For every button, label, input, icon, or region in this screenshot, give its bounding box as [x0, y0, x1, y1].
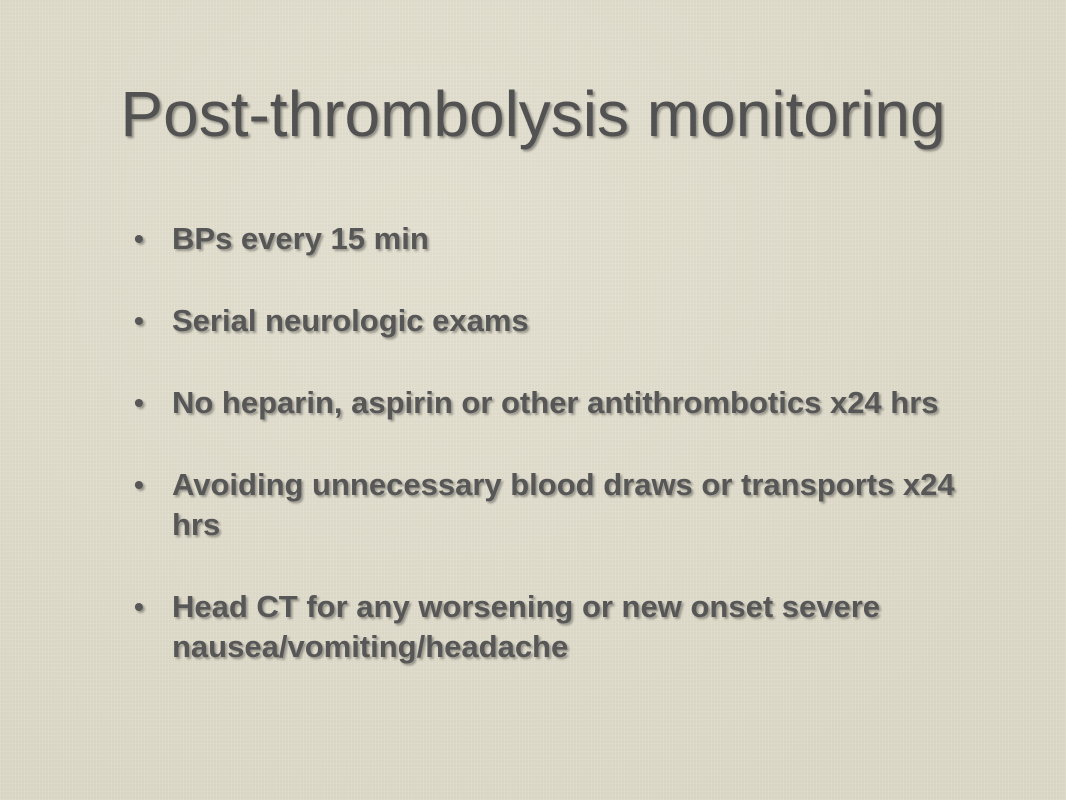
bullet-item — [132, 383, 992, 423]
slide-title: Post-thrombolysis monitoring — [120, 78, 946, 150]
bullet-dot-icon: • — [134, 591, 144, 622]
bullet-dot-icon: • — [134, 469, 144, 500]
bullet-list — [132, 219, 992, 667]
bullet-dot-icon: • — [134, 387, 144, 418]
bullet-item — [132, 465, 992, 545]
bullet-item — [132, 219, 992, 259]
bullet-dot-icon: • — [134, 223, 144, 254]
bullet-item — [132, 301, 992, 341]
bullet-text: Head CT for any worsening or new onset severe nausea/vomiting/headache — [172, 589, 881, 664]
bullet-text: BPs every 15 min — [172, 221, 429, 256]
bullet-text: Avoiding unnecessary blood draws or transports x24 hrs — [172, 467, 955, 542]
bullet-dot-icon: • — [134, 305, 144, 336]
bullet-text: No heparin, aspirin or other antithrombotics x24 hrs — [172, 385, 939, 420]
bullet-item — [132, 587, 992, 667]
bullet-text: Serial neurologic exams — [172, 303, 529, 338]
